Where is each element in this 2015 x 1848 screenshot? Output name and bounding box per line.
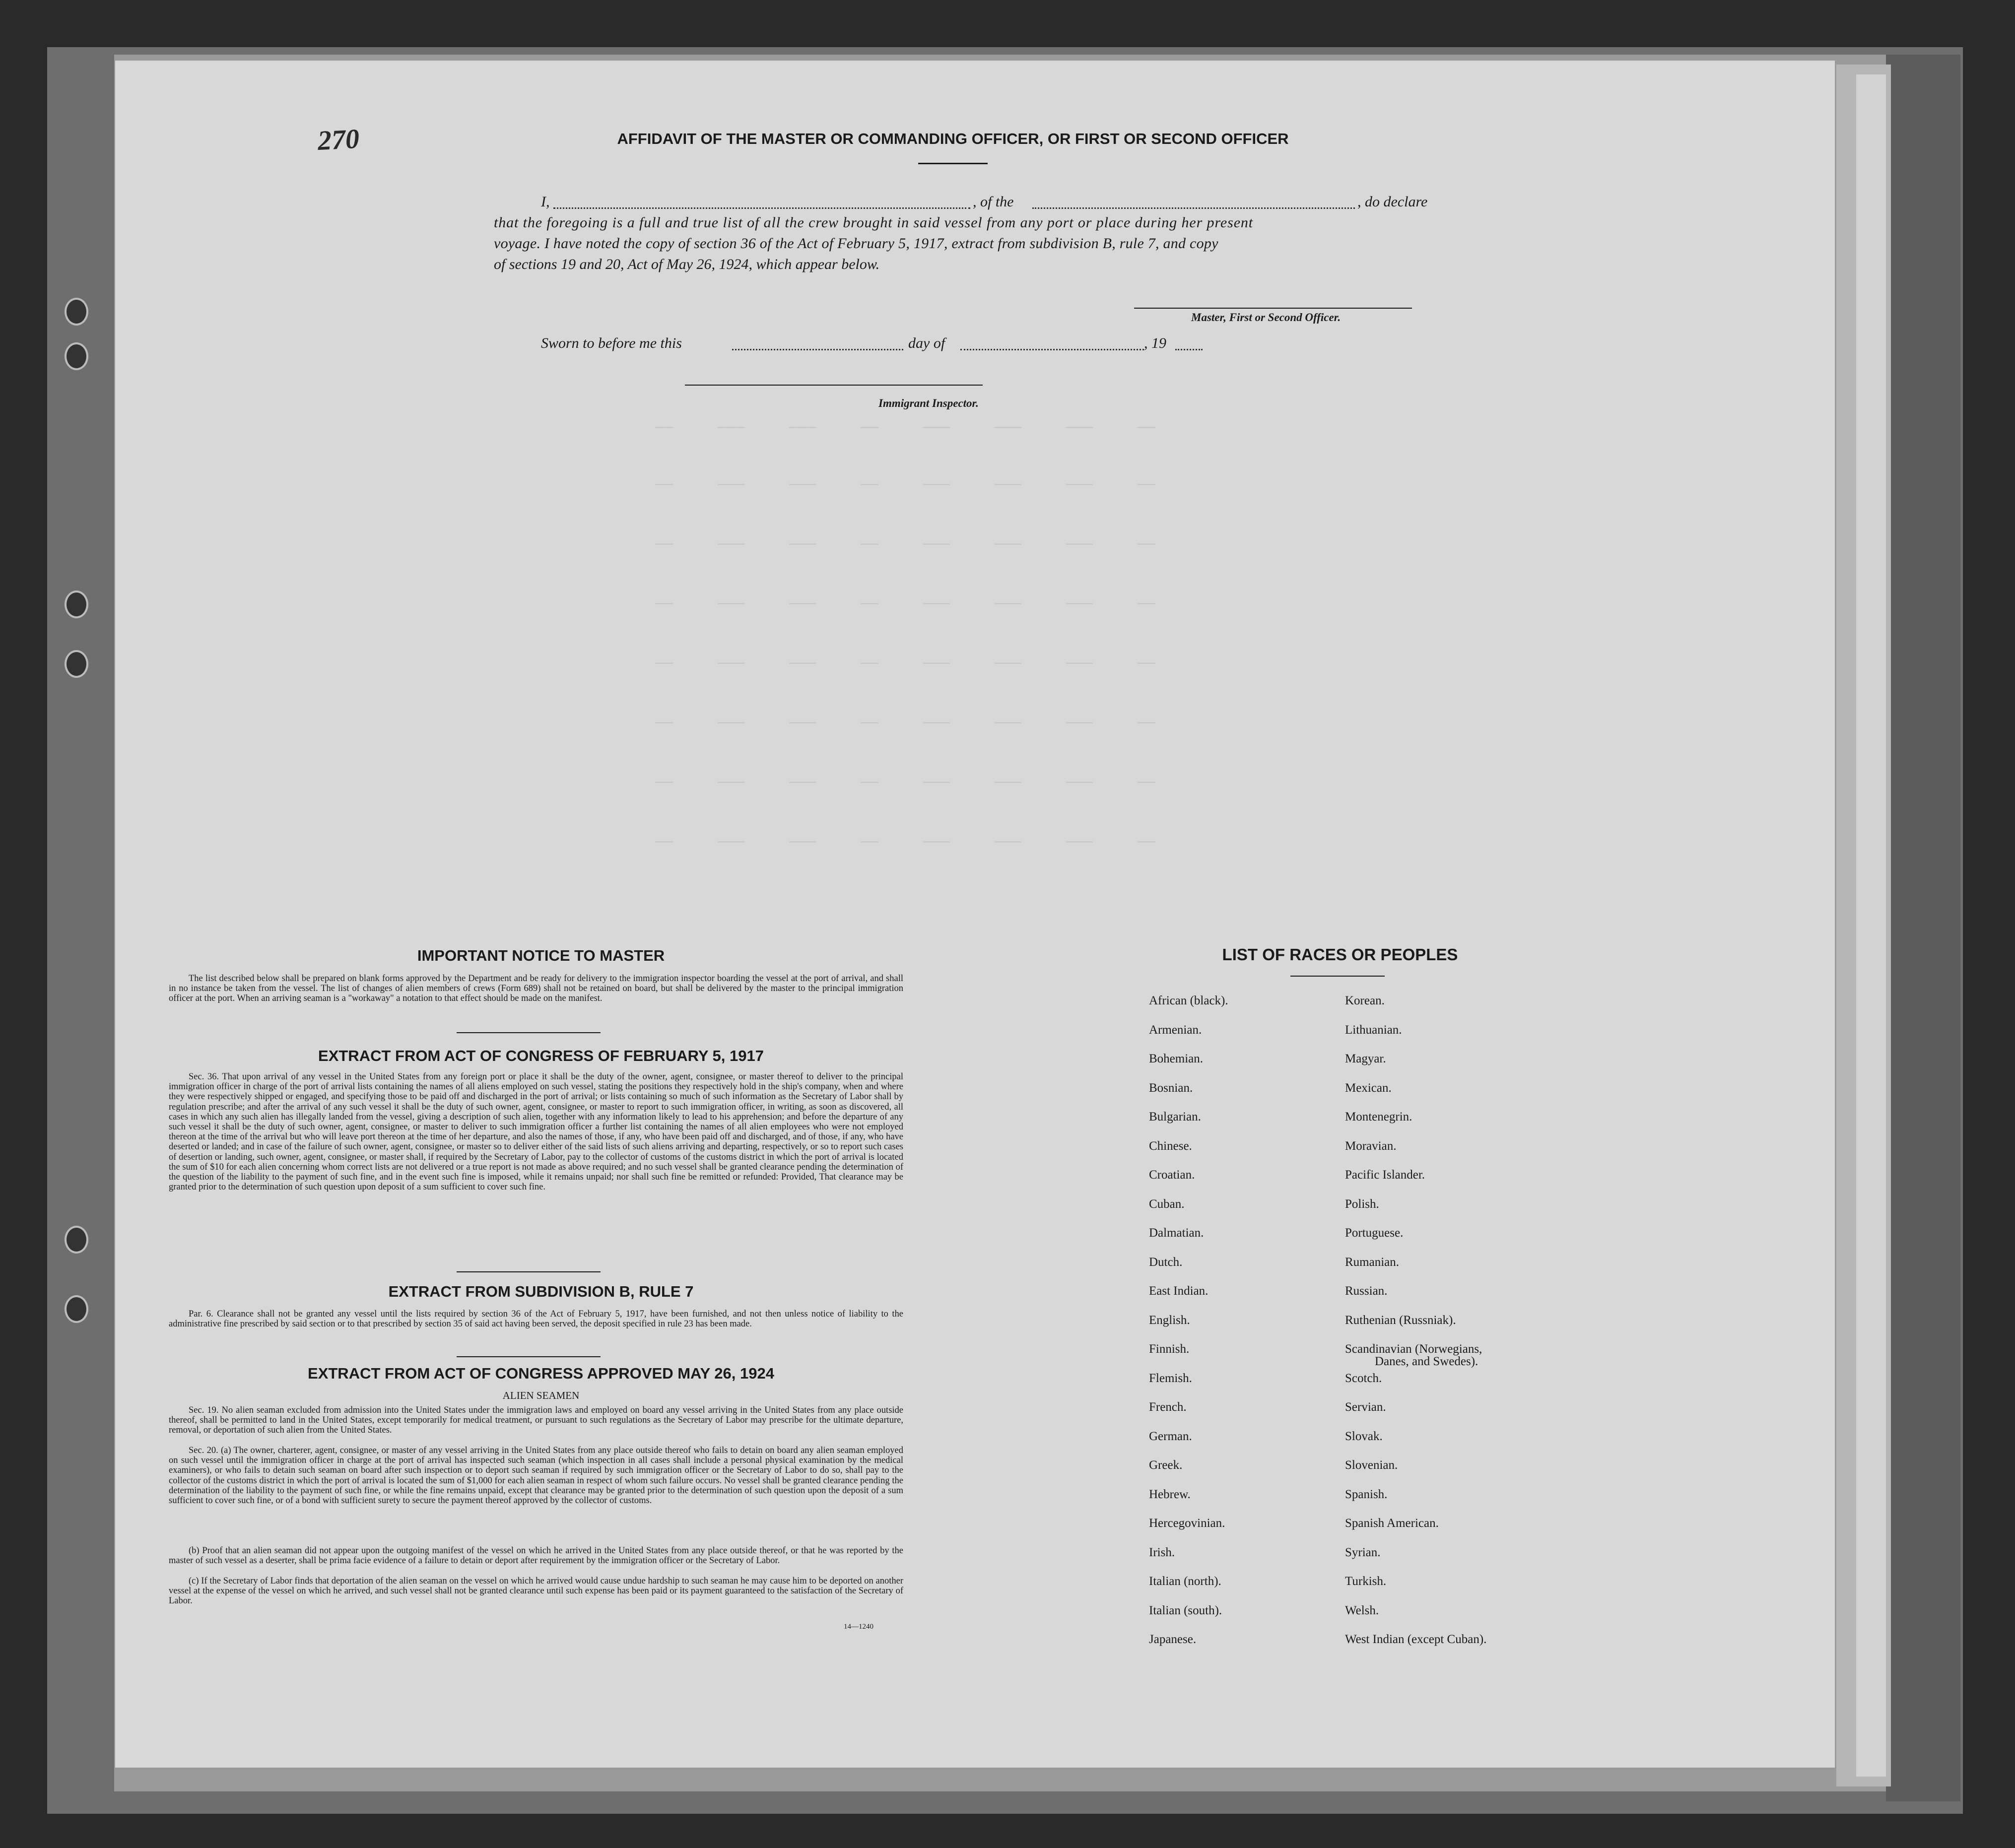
day-of-label: day of (908, 335, 945, 351)
affidavit-line-2: that the foregoing is a full and true list of all the crew brought in said vessel from any port or place during her present (494, 214, 1254, 231)
binder-hole (65, 1226, 88, 1254)
race-item: Hercegovinian. (1149, 1517, 1225, 1530)
sec-20c-body: (c) If the Secretary of Labor finds that deportation of the alien seaman on the vessel on which he arrived would cause undue hardship to such seaman he may cause him to be deported on another vessel at the expense of the vessel on which he arrived, and such vessel shall not be granted clearance until such expense has been paid or its payment guaranteed to the satisfaction of the Secretary of Labor. (169, 1576, 903, 1606)
form-number: 14—1240 (844, 1623, 873, 1631)
affidavit-of-the: , of the (973, 194, 1014, 210)
bleed-through-row: —— ——— ——— —— ——— ——— ——— —— (655, 834, 1156, 851)
inspector-label: Immigrant Inspector. (878, 397, 979, 409)
race-item: Spanish American. (1345, 1517, 1439, 1530)
races-title: LIST OF RACES OR PEOPLES (1222, 945, 1458, 964)
bleed-through-row: —— ——— ——— —— ——— ——— ——— —— (655, 655, 1156, 672)
section-divider (457, 1032, 601, 1033)
race-item: Turkish. (1345, 1575, 1387, 1588)
vessel-line (1032, 207, 1355, 209)
extract-rule7-title: EXTRACT FROM SUBDIVISION B, RULE 7 (388, 1283, 694, 1300)
race-item: Spanish. (1345, 1488, 1388, 1501)
sworn-label: Sworn to before me this (541, 335, 682, 351)
race-item: German. (1149, 1430, 1192, 1443)
bleed-through-row: —— ——— ——— —— ——— ——— ——— —— (655, 419, 1156, 436)
affidavit-do-declare: , do declare (1357, 194, 1428, 210)
race-item: Cuban. (1149, 1197, 1185, 1211)
race-item: Japanese. (1149, 1633, 1197, 1646)
race-item: Greek. (1149, 1458, 1183, 1472)
race-item: Ruthenian (Russniak). (1345, 1314, 1456, 1327)
extract-1917-title: EXTRACT FROM ACT OF CONGRESS OF FEBRUARY 5, 1917 (318, 1047, 764, 1064)
extract-rule7-body: Par. 6. Clearance shall not be granted any vessel until the lists required by section 36 of the Act of February 5, 1917, have been furnished, and not then unless notice of liability to the administrative fine prescribed by said section or to that prescribed by section 35 of said act having been served, the deposit specified in rule 23 has been made. (169, 1309, 903, 1329)
month-line (960, 349, 1144, 350)
year-line (1175, 349, 1203, 350)
page-edge (1886, 55, 1960, 1801)
race-item: Armenian. (1149, 1023, 1202, 1037)
section-divider (457, 1271, 601, 1272)
race-item: Bosnian. (1149, 1081, 1193, 1095)
binder-hole (65, 1295, 88, 1323)
race-item: African (black). (1149, 994, 1228, 1007)
race-item: Slovenian. (1345, 1458, 1398, 1472)
race-item: Syrian. (1345, 1546, 1381, 1559)
extract-1917-body: Sec. 36. That upon arrival of any vessel in the United States from any foreign port or place it shall be the duty of the owner, agent, consignee, or master thereof to deliver to the principal immigration officer in charge of the port of arrival lists containing the names of all aliens employed on such vessel, stating the positions they respectively hold in the ship's company, when and where they were respectively shipped or engaged, and specifying those to be paid off and discharged in the port of arrival; or lists containing so much of such information as the Secretary of Labor shall by regulation prescribe; and after the arrival of any such vessel it shall be the duty of such owner, agent, consignee, or master to report to such immigration officer, in writing, as soon as discovered, all cases in which any such alien has illegally landed from the vessel, giving a description of such alien, together with any information likely to lead to his apprehension; and before the departure of any such vessel it shall be the duty of such owner, agent, consignee, or master to deliver to such immigration officer a further list containing the names of all alien employees who were not employed thereon at the time of the arrival but who will leave port thereon at the time of her departure, and also the names of those, if any, who have been paid off and discharged, and of those, if any, who have deserted or landed; and in case of the failure of such owner, agent, consignee, or master so to deliver either of the said lists of such aliens arriving and departing, respectively, or so to report such cases of desertion or landing, such owner, agent, consignee, or master shall, if required by the Secretary of Labor, pay to the collector of customs of the customs district in which the port of arrival is located the sum of $10 for each alien concerning whom correct lists are not delivered or a true report is not made as above required; and no such vessel shall be granted clearance pending the determination of the question of the liability to the payment of such fine, and in the event such fine is imposed, while it remains unpaid; nor shall such fine be remitted or refunded: Provided, That clearance may be granted prior to the determination of such question upon deposit of a sum sufficient to cover such fine. (169, 1072, 903, 1192)
race-item: Scotch. (1345, 1372, 1382, 1385)
race-item: Slovak. (1345, 1430, 1383, 1443)
name-line (553, 207, 970, 209)
race-item: Moravian. (1345, 1139, 1397, 1153)
form-sheet (115, 61, 1835, 1768)
race-item: West Indian (except Cuban). (1345, 1633, 1487, 1646)
affidavit-i: I, (541, 194, 550, 210)
race-item: Italian (north). (1149, 1575, 1221, 1588)
race-item: East Indian. (1149, 1284, 1209, 1298)
race-item: Bohemian. (1149, 1052, 1204, 1065)
affidavit-line-3: voyage. I have noted the copy of section 36 of the Act of February 5, 1917, extract from subdivision B, rule 7, and copy (494, 235, 1218, 252)
notice-title: IMPORTANT NOTICE TO MASTER (417, 947, 665, 964)
page-edge (1856, 74, 1886, 1777)
sec-19-body: Sec. 19. No alien seaman excluded from admission into the United States under the immigration laws and employed on board any vessel arriving in the United States from any place outside thereof, shall be permitted to land in the United States, except temporarily for medical treatment, or pursuant to such regulations as the Secretary of Labor may prescribe for the ultimate departure, removal, or deportation of such alien from the United States. (169, 1405, 903, 1436)
race-item: Rumanian. (1345, 1255, 1400, 1269)
race-item: Scandinavian (Norwegians, (1345, 1342, 1482, 1356)
affidavit-line-4: of sections 19 and 20, Act of May 26, 1924, which appear below. (494, 256, 880, 272)
sworn-date-line (732, 349, 903, 350)
bleed-through-row: —— ——— ——— —— ——— ——— ——— —— (655, 595, 1156, 612)
binder-hole (65, 591, 88, 618)
race-item: Magyar. (1345, 1052, 1386, 1065)
race-item: Italian (south). (1149, 1604, 1222, 1617)
signature-line (1134, 308, 1412, 309)
page-number: 270 (317, 123, 360, 157)
binder-hole (65, 298, 88, 326)
race-item: Chinese. (1149, 1139, 1192, 1153)
race-item: Croatian. (1149, 1168, 1195, 1182)
race-item: Lithuanian. (1345, 1023, 1402, 1037)
bleed-through-row: —— ——— ——— —— ——— ——— ——— —— (655, 536, 1156, 553)
binder-hole (65, 342, 88, 370)
signature-label: Master, First or Second Officer. (1191, 311, 1341, 324)
race-item: Hebrew. (1149, 1488, 1191, 1501)
race-item: Portuguese. (1345, 1226, 1404, 1240)
race-item: Irish. (1149, 1546, 1175, 1559)
bleed-through-row: —— ——— ——— —— ——— ——— ——— —— (655, 476, 1156, 493)
extract-1924-title: EXTRACT FROM ACT OF CONGRESS APPROVED MAY 26, 1924 (308, 1365, 774, 1382)
race-item: Finnish. (1149, 1342, 1190, 1356)
affidavit-title: AFFIDAVIT OF THE MASTER OR COMMANDING OFFICER, OR FIRST OR SECOND OFFICER (617, 130, 1289, 147)
notice-body: The list described below shall be prepared on blank forms approved by the Department and be ready for delivery to the immigration inspector boarding the vessel at the port of arrival, and shall in no instance be taken from the vessel. The list of changes of alien members of crews (Form 689) shall not be retained on board, but shall be delivered by the master to the principal immigration officer at the port. When an arriving seaman is a "workaway" a notation to that effect should be made on the manifest. (169, 974, 903, 1004)
sec-20b-body: (b) Proof that an alien seaman did not appear upon the outgoing manifest of the vessel on which he arrived in the United States from any place outside thereof, or that he was reported by the master of such vessel as a deserter, shall be prima facie evidence of a failure to detain or deport after requirement by the immigration officer or the Secretary of Labor. (169, 1546, 903, 1566)
bleed-through-row: —— ——— ——— —— ——— ——— ——— —— (655, 715, 1156, 731)
sec-20a-body: Sec. 20. (a) The owner, charterer, agent, consignee, or master of any vessel arriving in the United States from any place outside thereof who fails to detain on board any alien seaman employed on such vessel until the immigration officer in charge at the port of arrival has inspected such seaman (which inspection in all cases shall include a personal physical examination by the medical examiners), or who fails to detain such seaman on board after such inspection or to deport such seaman if required by such immigration officer or the Secretary of Labor to do so, shall pay to the collector of the customs district in which the port of arrival is located the sum of $1,000 for each alien seaman in respect of whom such failure occurs. No vessel shall be granted clearance pending the determination of the liability to the payment of such fine, or while the fine remains unpaid, except that clearance may be granted prior to the determination of such question upon the deposit of a sum sufficient to cover such fine, or of a bond with sufficient surety to secure the payment thereof approved by the collector of customs. (169, 1446, 903, 1506)
race-item: Danes, and Swedes). (1375, 1355, 1478, 1368)
race-item: Welsh. (1345, 1604, 1379, 1617)
race-item: Russian. (1345, 1284, 1388, 1298)
race-item: Servian. (1345, 1400, 1386, 1414)
extract-1924-subtitle: ALIEN SEAMEN (502, 1389, 580, 1401)
section-divider (457, 1356, 601, 1357)
race-item: Flemish. (1149, 1372, 1192, 1385)
inspector-line (685, 385, 983, 386)
year-label: , 19 (1144, 335, 1166, 351)
race-item: Pacific Islander. (1345, 1168, 1425, 1182)
race-item: English. (1149, 1314, 1190, 1327)
binder-hole (65, 650, 88, 678)
title-underline (918, 163, 988, 164)
races-title-underline (1290, 976, 1385, 977)
race-item: Dutch. (1149, 1255, 1183, 1269)
race-item: Mexican. (1345, 1081, 1392, 1095)
race-item: Korean. (1345, 994, 1385, 1007)
race-item: Polish. (1345, 1197, 1379, 1211)
race-item: French. (1149, 1400, 1187, 1414)
race-item: Bulgarian. (1149, 1110, 1201, 1123)
race-item: Montenegrin. (1345, 1110, 1412, 1123)
bleed-through-row: —— ——— ——— —— ——— ——— ——— —— (655, 774, 1156, 791)
race-item: Dalmatian. (1149, 1226, 1204, 1240)
